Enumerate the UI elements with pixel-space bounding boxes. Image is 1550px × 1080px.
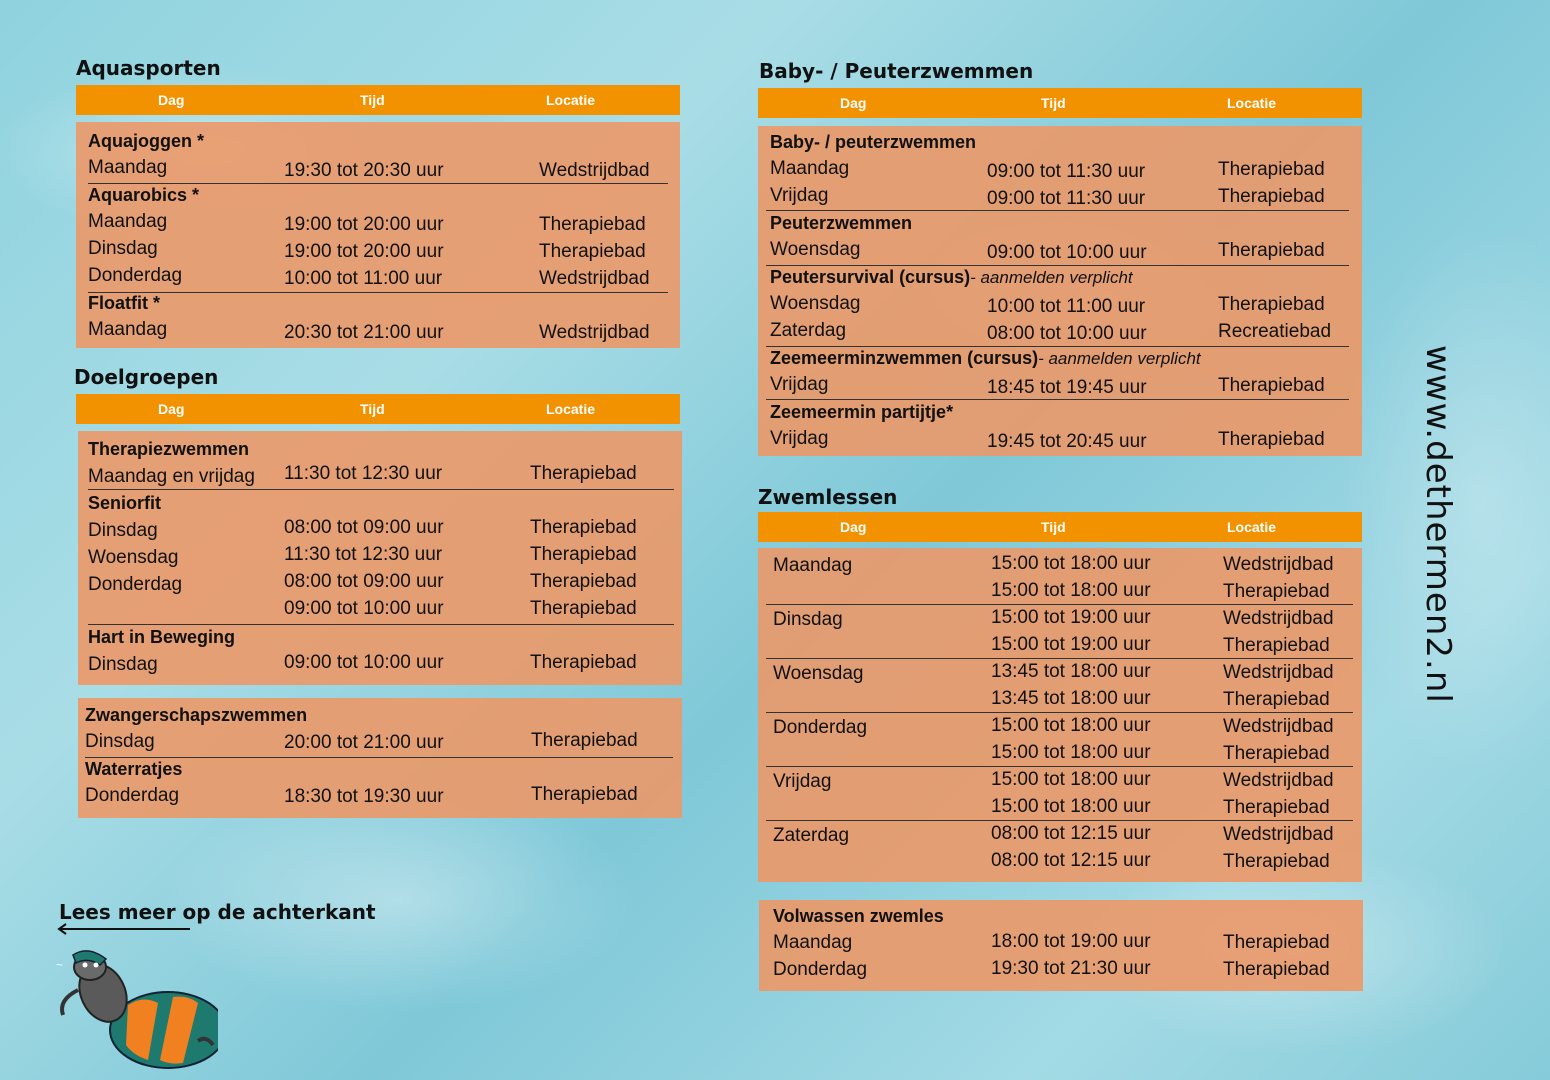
cell-time: 09:00 tot 11:30 uur	[987, 188, 1146, 209]
cell-location: Wedstrijdbad	[1223, 716, 1334, 737]
divider	[766, 658, 1353, 659]
group-name: Floatfit *	[88, 293, 160, 313]
header-dag: Dag	[158, 92, 185, 108]
cell-day: Vrijdag	[770, 374, 829, 395]
cell-day: Maandag	[88, 211, 168, 232]
group-name: Zwangerschapszwemmen	[85, 705, 308, 725]
baby-header	[758, 88, 1362, 118]
cell-location: Therapiebad	[1223, 581, 1330, 602]
cell-location: Therapiebad	[539, 241, 646, 262]
cell-day: Donderdag	[773, 717, 868, 738]
cell-day: Dinsdag	[88, 238, 158, 259]
header-tijd: Tijd	[1041, 519, 1066, 535]
cell-time: 15:00 tot 19:00 uur	[991, 607, 1151, 628]
website-url[interactable]: www.dethermen2.nl	[1418, 345, 1458, 704]
group-name: Hart in Beweging	[88, 627, 236, 647]
cell-day: Maandag	[773, 555, 853, 576]
cell-time: 09:00 tot 10:00 uur	[284, 652, 444, 673]
divider	[88, 489, 674, 490]
aquasporten-header	[76, 85, 680, 115]
cell-location: Therapiebad	[1223, 797, 1330, 818]
baby-box	[758, 126, 1362, 456]
cell-day: Zaterdag	[773, 825, 850, 846]
cell-time: 08:00 tot 09:00 uur	[284, 571, 444, 592]
header-locatie: Locatie	[546, 92, 596, 108]
seal-mascot-icon	[48, 945, 218, 1070]
cell-time: 13:45 tot 18:00 uur	[991, 688, 1151, 709]
cell-location: Therapiebad	[530, 571, 637, 592]
cell-location: Wedstrijdbad	[1223, 554, 1334, 575]
cell-location: Therapiebad	[1223, 851, 1330, 872]
cell-time: 11:30 tot 12:30 uur	[284, 463, 443, 484]
zwemlessen-header	[758, 512, 1362, 542]
cell-location: Therapiebad	[1223, 932, 1330, 953]
cell-time: 15:00 tot 18:00 uur	[991, 769, 1151, 790]
cell-time: 20:00 tot 21:00 uur	[284, 732, 444, 753]
group-name: Volwassen zwemles	[773, 906, 944, 926]
divider	[766, 820, 1353, 821]
cell-day: Maandag	[773, 932, 853, 953]
cell-time: 15:00 tot 18:00 uur	[991, 715, 1151, 736]
cell-time: 08:00 tot 12:15 uur	[991, 850, 1151, 871]
svg-text:~: ~	[56, 958, 64, 972]
divider	[88, 624, 674, 625]
header-locatie: Locatie	[546, 401, 596, 417]
cell-day: Vrijdag	[770, 185, 829, 206]
cell-location: Wedstrijdbad	[539, 160, 650, 181]
cell-day: Woensdag	[88, 547, 179, 568]
aquasporten-box	[76, 122, 680, 348]
cell-location: Wedstrijdbad	[1223, 662, 1334, 683]
header-dag: Dag	[158, 401, 185, 417]
cell-day: Woensdag	[770, 239, 861, 260]
cell-location: Therapiebad	[1223, 743, 1330, 764]
cell-location: Therapiebad	[1223, 959, 1330, 980]
cell-location: Therapiebad	[1218, 240, 1325, 261]
lees-meer-link[interactable]: Lees meer op de achterkant	[59, 900, 376, 924]
cell-time: 15:00 tot 18:00 uur	[991, 553, 1151, 574]
cell-time: 18:00 tot 19:00 uur	[991, 931, 1151, 952]
cell-location: Therapiebad	[530, 544, 637, 565]
cell-location: Therapiebad	[1223, 635, 1330, 656]
cell-location: Therapiebad	[531, 784, 638, 805]
cell-time: 18:45 tot 19:45 uur	[987, 377, 1147, 398]
cell-location: Therapiebad	[1218, 375, 1325, 396]
group-name: Zeemeerminzwemmen (cursus)- aanmelden verplicht	[770, 348, 1201, 368]
cell-location: Wedstrijdbad	[539, 322, 650, 343]
cell-day: Zaterdag	[770, 320, 847, 341]
doelgroepen-header	[76, 394, 680, 424]
group-name: Baby- / peuterzwemmen	[770, 132, 977, 152]
cell-location: Wedstrijdbad	[1223, 824, 1334, 845]
cell-location: Therapiebad	[530, 463, 637, 484]
cell-day: Dinsdag	[88, 520, 158, 541]
cell-time: 19:30 tot 20:30 uur	[284, 160, 444, 181]
cell-location: Therapiebad	[539, 214, 646, 235]
cell-time: 10:00 tot 11:00 uur	[987, 296, 1146, 317]
cell-day: Vrijdag	[770, 428, 829, 449]
cell-day: Maandag	[88, 319, 168, 340]
group-name: Therapiezwemmen	[88, 439, 250, 459]
header-dag: Dag	[840, 95, 867, 111]
cell-location: Therapiebad	[1218, 294, 1325, 315]
cell-time: 10:00 tot 11:00 uur	[284, 268, 443, 289]
cell-location: Therapiebad	[530, 598, 637, 619]
baby-title: Baby- / Peuterzwemmen	[759, 59, 1034, 83]
cell-time: 19:45 tot 20:45 uur	[987, 431, 1147, 452]
cell-time: 19:30 tot 21:30 uur	[991, 958, 1151, 979]
cell-location: Recreatiebad	[1218, 321, 1332, 342]
divider	[85, 757, 673, 758]
divider	[766, 265, 1349, 266]
cell-day: Donderdag	[88, 574, 183, 595]
cell-location: Therapiebad	[1218, 429, 1325, 450]
header-tijd: Tijd	[1041, 95, 1066, 111]
cell-location: Wedstrijdbad	[539, 268, 650, 289]
cell-location: Therapiebad	[531, 730, 638, 751]
cell-day: Donderdag	[88, 265, 183, 286]
cell-location: Wedstrijdbad	[1223, 770, 1334, 791]
cell-day: Dinsdag	[88, 654, 158, 675]
cell-time: 13:45 tot 18:00 uur	[991, 661, 1151, 682]
cell-time: 19:00 tot 20:00 uur	[284, 214, 444, 235]
zwemlessen-box	[758, 548, 1362, 882]
cell-time: 15:00 tot 18:00 uur	[991, 796, 1151, 817]
cell-day: Donderdag	[773, 959, 868, 980]
cell-time: 09:00 tot 11:30 uur	[987, 161, 1146, 182]
arrow-left-icon	[56, 922, 196, 936]
cell-location: Therapiebad	[530, 652, 637, 673]
divider	[766, 210, 1349, 211]
header-dag: Dag	[840, 519, 867, 535]
cell-day: Woensdag	[773, 663, 864, 684]
group-name: Zeemeermin partijtje*	[770, 402, 954, 422]
volwassen-box	[759, 900, 1363, 991]
cell-time: 08:00 tot 12:15 uur	[991, 823, 1151, 844]
cell-day: Maandag	[88, 157, 168, 178]
cell-day: Dinsdag	[773, 609, 843, 630]
cell-time: 09:00 tot 10:00 uur	[987, 242, 1147, 263]
divider	[88, 292, 668, 293]
group-name: Peutersurvival (cursus)- aanmelden verplicht	[770, 267, 1133, 287]
group-name: Waterratjes	[85, 759, 183, 779]
group-name: Seniorfit	[88, 493, 162, 513]
aquasporten-title: Aquasporten	[76, 56, 221, 80]
cell-location: Therapiebad	[1218, 186, 1325, 207]
group-name: Aquajoggen *	[88, 131, 204, 151]
divider	[766, 604, 1353, 605]
doelgroepen-box-2	[78, 698, 682, 818]
cell-time: 18:30 tot 19:30 uur	[284, 786, 444, 807]
cell-day: Maandag	[770, 158, 850, 179]
doelgroepen-box	[78, 431, 682, 685]
cell-location: Therapiebad	[1223, 689, 1330, 710]
header-locatie: Locatie	[1227, 519, 1277, 535]
divider	[766, 766, 1353, 767]
header-tijd: Tijd	[360, 401, 385, 417]
cell-time: 15:00 tot 19:00 uur	[991, 634, 1151, 655]
group-name: Peuterzwemmen	[770, 213, 913, 233]
divider	[766, 399, 1349, 400]
cell-location: Wedstrijdbad	[1223, 608, 1334, 629]
cell-time: 09:00 tot 10:00 uur	[284, 598, 444, 619]
divider	[88, 183, 668, 184]
cell-location: Therapiebad	[530, 517, 637, 538]
group-name: Aquarobics *	[88, 185, 200, 205]
header-locatie: Locatie	[1227, 95, 1277, 111]
cell-day: Dinsdag	[85, 731, 155, 752]
doelgroepen-title: Doelgroepen	[74, 365, 219, 389]
cell-day: Maandag en vrijdag	[88, 466, 255, 487]
header-tijd: Tijd	[360, 92, 385, 108]
cell-day: Donderdag	[85, 785, 180, 806]
zwemlessen-title: Zwemlessen	[758, 485, 898, 509]
cell-time: 08:00 tot 09:00 uur	[284, 517, 444, 538]
divider	[766, 346, 1349, 347]
cell-time: 15:00 tot 18:00 uur	[991, 580, 1151, 601]
cell-day: Vrijdag	[773, 771, 832, 792]
cell-time: 20:30 tot 21:00 uur	[284, 322, 444, 343]
cell-time: 08:00 tot 10:00 uur	[987, 323, 1147, 344]
divider	[766, 712, 1353, 713]
cell-time: 11:30 tot 12:30 uur	[284, 544, 443, 565]
cell-time: 15:00 tot 18:00 uur	[991, 742, 1151, 763]
cell-time: 19:00 tot 20:00 uur	[284, 241, 444, 262]
cell-location: Therapiebad	[1218, 159, 1325, 180]
cell-day: Woensdag	[770, 293, 861, 314]
